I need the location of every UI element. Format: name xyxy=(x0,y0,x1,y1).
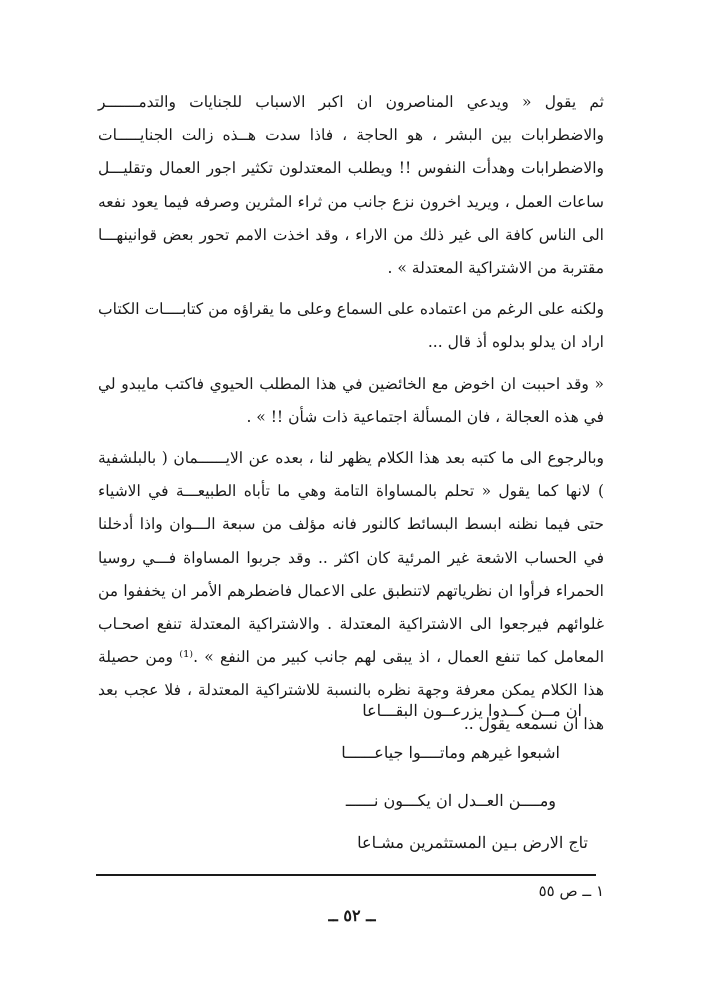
verse-line-4: تاج الارض بـين المستثمرين مشـاعا xyxy=(357,833,588,852)
paragraph-1: ثم يقول « ويدعي المناصرون ان اكبر الاسباب للجنايات والتدمـــــــر والاضطرابات بين البشر ، هو الحاجة ، فاذا سدت هــذه زالت الجنايـــــات والاضطرابات وهدأت النفوس !! ويطلب المعتدلون تكثير اجور العمال وتقليـــل ساعات العمل ، ويريد اخرون نزع جانب من ثراء المثرين وصرفه فيما يعود نفعه الى الناس كافة الى غير ذلك من الاراء ، وقد اخذت الامم تحور بعض قوانينهـــا مقتربة من الاشتراكية المعتدلة » . xyxy=(98,93,604,278)
paragraph-2: ولكنه على الرغم من اعتماده على السماع وعلى ما يقراؤه من كتابــــات الكتاب اراد ان يدلو بدلوه أذ قال ... xyxy=(98,300,604,352)
footnote-separator xyxy=(96,874,596,876)
paragraph-4: وبالرجوع الى ما كتبه بعد هذا الكلام يظهر لنا ، بعده عن الايــــــمان ( بالبلشفية ) لانها كما يقول « تحلم بالمساواة التامة وهي ما تأباه الطبيعـــة في الاشياء حتى فيما نظنه ابسط البسائط كالنور فانه مؤلف من سبعة الـــوان واذا أدخلنا في الحساب الاشعة غير المرئية كان اكثر .. وقد جربوا المساواة فـــي روسيا الحمراء فرأوا ان نظرياتهم لاتنطبق على الاعمال فاضطرهم الأمر ان يخففوا من غلوائهم فيرجعوا الى الاشتراكية المعتدلة . والاشتراكية المعتدلة تنفع اصحـاب المعامل كما تنفع العمال ، اذ يبقى لهم جانب كبير من النفع » .⁽¹⁾ ومن حصيلة هذا الكلام يمكن معرفة وجهة نظره بالنسبة للاشتراكية المعتدلة ، فلا عجب بعد هذا ان نسمعه يقول .. xyxy=(98,449,605,733)
verse-line-3: ومــــن العــدل ان يكـــون نــــــ xyxy=(345,791,556,810)
verse-line-2: اشبعوا غيرهم وماتــــوا جياعــــــا xyxy=(341,743,560,762)
verse-line-1: ان مــن كــدوا يزرعــون البقـــاعا xyxy=(362,701,582,720)
prose-body xyxy=(98,86,604,749)
footnote: ١ ــ ص ٥٥ xyxy=(538,882,604,900)
page-number: ــ ٥٢ ــ xyxy=(328,906,376,925)
paragraph-3: « وقد احببت ان اخوض مع الخائضين في هذا المطلب الحيوي فاكتب مايبدو لي في هذه العجالة ، فان المسألة اجتماعية ذات شأن !! » . xyxy=(98,374,604,426)
